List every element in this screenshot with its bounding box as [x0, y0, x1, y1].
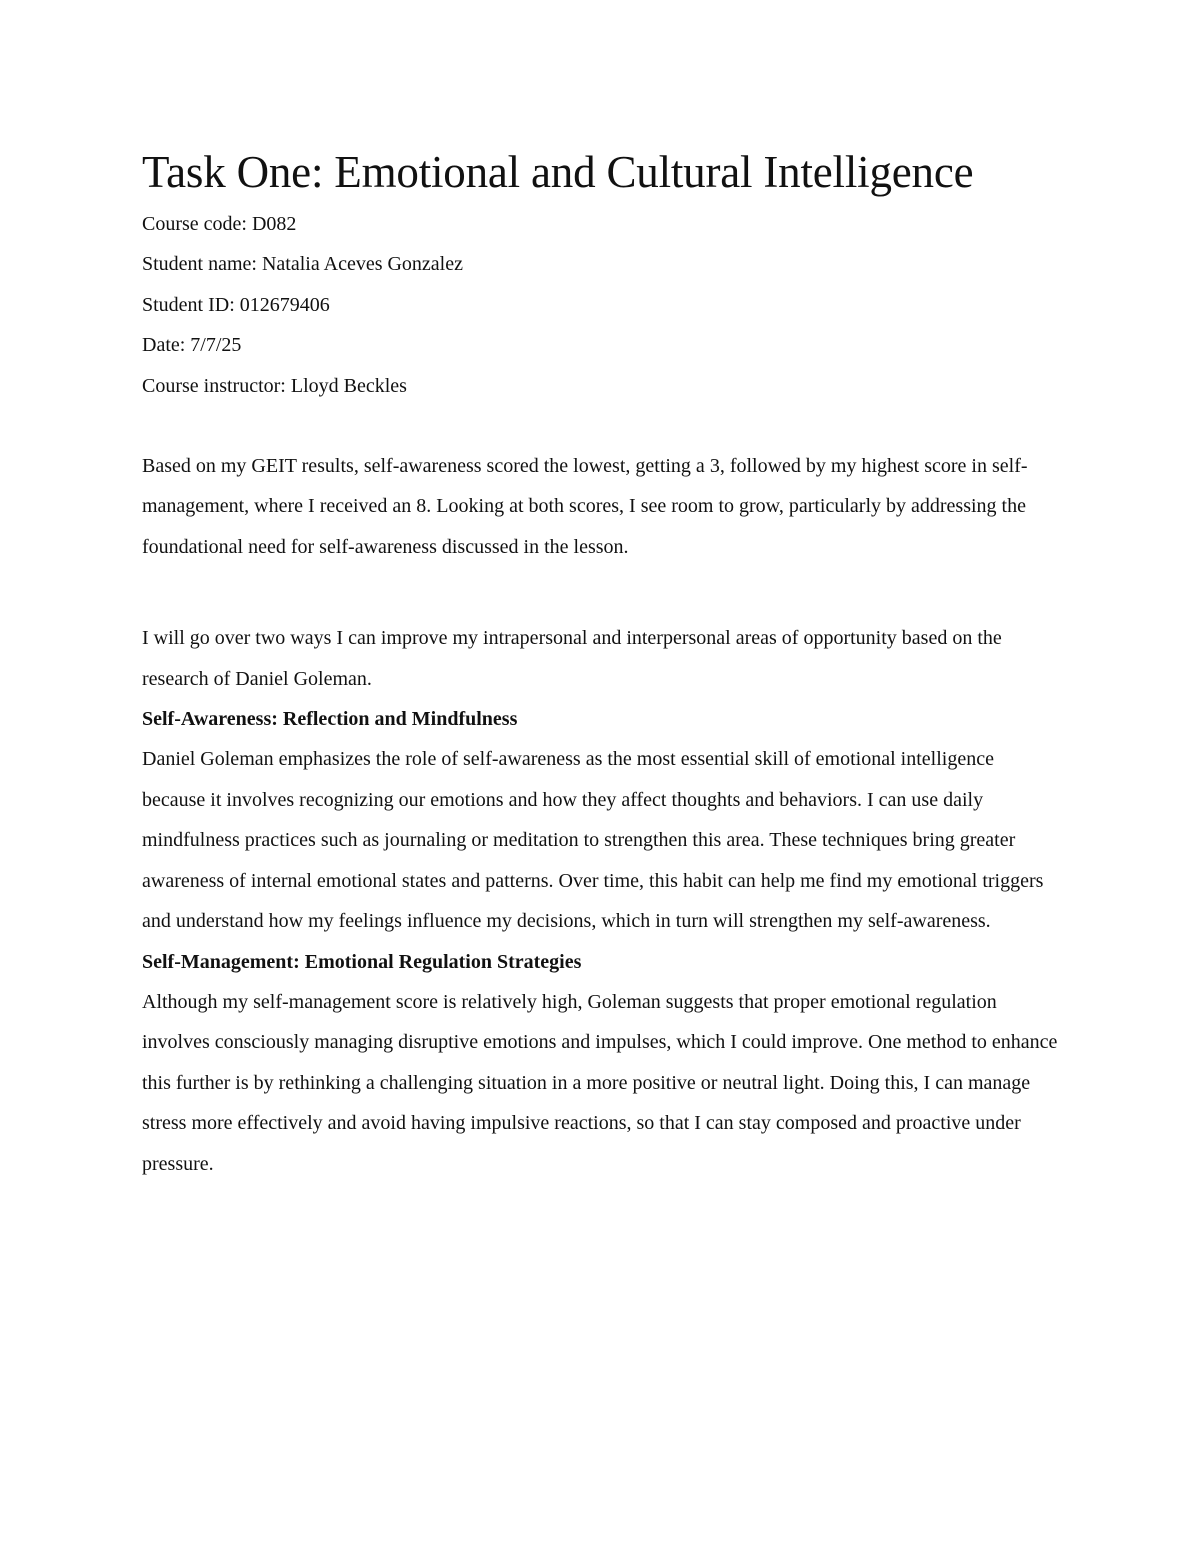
document-date: Date: 7/7/25: [142, 334, 242, 357]
student-name: Student name: Natalia Aceves Gonzalez: [142, 253, 463, 276]
course-code: Course code: D082: [142, 213, 297, 235]
intro-paragraph-1: Based on my GEIT results, self-awareness scored the lowest, getting a 3, followed by my highest score in self-management, where I received an 8. Looking at both scores, I see room to grow, particularly by addressing the foundational need for self-awareness discussed in the lesson.: [142, 455, 1028, 558]
page-title: Task One: Emotional and Cultural Intelligence: [142, 147, 974, 197]
course-instructor: Course instructor: Lloyd Beckles: [142, 374, 407, 397]
section-body-self-management: Although my self-management score is relatively high, Goleman suggests that proper emotional regulation involves consciously managing disruptive emotions and impulses, which I could improve. One method to enhance this further is by rethinking a challenging situation in a more positive or neutral light. Doing this, I can manage stress more effectively and avoid having impulsive reactions, so that I can stay composed and proactive under pressure.: [142, 990, 1058, 1175]
section-heading-self-management: Self-Management: Emotional Regulation Strategies: [142, 950, 582, 973]
intro-paragraph-2: I will go over two ways I can improve my intrapersonal and interpersonal areas of opportunity based on the research of Daniel Goleman.: [142, 627, 1002, 690]
document-meta: [142, 204, 1062, 406]
document-content: [142, 142, 1062, 1184]
student-id: Student ID: 012679406: [142, 293, 330, 316]
section-heading-self-awareness: Self-Awareness: Reflection and Mindfulness: [142, 708, 518, 731]
section-body-self-awareness: Daniel Goleman emphasizes the role of self-awareness as the most essential skill of emotional intelligence because it involves recognizing our emotions and how they affect thoughts and behaviors. I can use daily mindfulness practices such as journaling or meditation to strengthen this area. These techniques bring greater awareness of internal emotional states and patterns. Over time, this habit can help me find my emotional triggers and understand how my feelings influence my decisions, which in turn will strengthen my self-awareness.: [142, 748, 1044, 933]
